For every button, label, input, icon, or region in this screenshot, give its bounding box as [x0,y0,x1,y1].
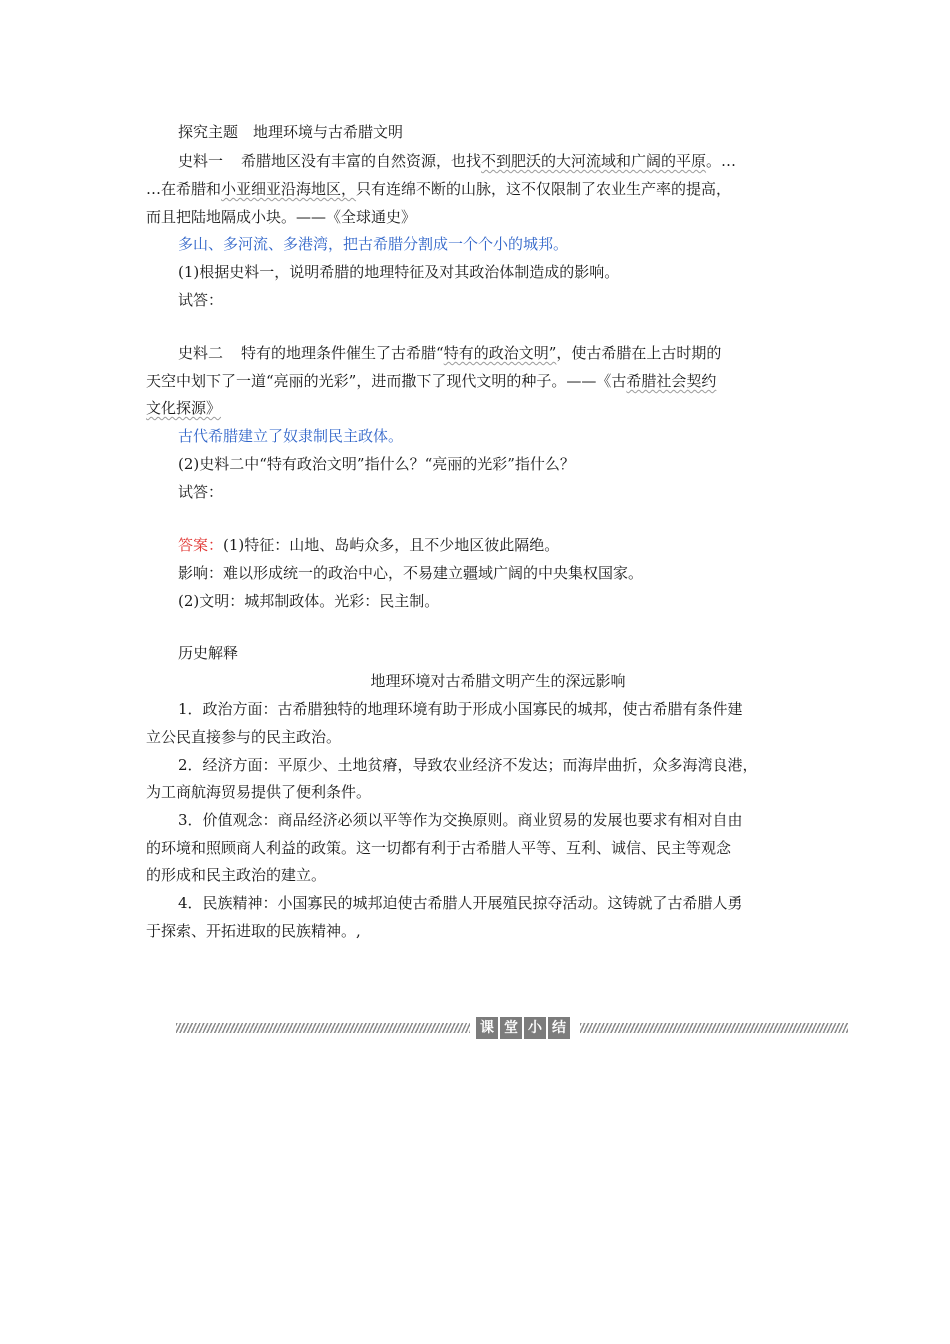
point4-line2: 于探索、开拓进取的民族精神。, [146,922,361,940]
answer-label: 答案： [178,536,224,554]
material2-line2: 天空中划下了一道“亮丽的光彩”，进而撒下了现代文明的种子。——《古希腊社会契约 [146,372,717,390]
question-1: (1)根据史料一，说明希腊的地理特征及对其政治体制造成的影响。 [178,263,620,281]
point2-line1: 2．经济方面：平原少、土地贫瘠，导致农业经济不发达；而海岸曲折，众多海湾良港， [178,756,758,774]
point3-line2: 的环境和照顾商人利益的政策。这一切都有利于古希腊人平等、互利、诚信、民主等观念 [146,839,732,857]
material2-hint: 古代希腊建立了奴隶制民主政体。 [178,427,404,445]
summary-char: 堂 [500,1017,522,1039]
material1-label: 史料一 [178,152,224,170]
material1-hint: 多山、多河流、多港湾，把古希腊分割成一个个小的城邦。 [178,235,569,253]
material2-label: 史料二 [178,344,224,362]
summary-divider [176,1017,848,1039]
material1-line1: 史料一 希腊地区没有丰富的自然资源，也找不到肥沃的大河流域和广阔的平原。… [178,152,737,170]
answer-prompt-1: 试答： [178,291,224,309]
point1-line1: 1．政治方面：古希腊独特的地理环境有助于形成小国寡民的城邦，使古希腊有条件建 [178,700,743,718]
point3-line1: 3．价值观念：商品经济必须以平等作为交换原则。商业贸易的发展也要求有相对自由 [178,811,743,829]
point3-line3: 的形成和民主政治的建立。 [146,866,327,884]
summary-char: 小 [524,1017,546,1039]
point2-line2: 为工商航海贸易提供了便利条件。 [146,783,372,801]
summary-char: 结 [548,1017,570,1039]
divider-hatch-left [176,1023,470,1033]
answer-line3: (2)文明：城邦制政体。光彩：民主制。 [178,592,440,610]
answer-line2: 影响：难以形成统一的政治中心，不易建立疆域广阔的中央集权国家。 [178,564,644,582]
answer-prompt-2: 试答： [178,483,224,501]
material1-line3: 而且把陆地隔成小块。——《全球通史》 [146,208,417,226]
point4-line1: 4．民族精神：小国寡民的城邦迫使古希腊人开展殖民掠夺活动。这铸就了古希腊人勇 [178,894,743,912]
material2-line1: 史料二 特有的地理条件催生了古希腊“特有的政治文明”，使古希腊在上古时期的 [178,344,722,362]
answer-line1: 答案：(1)特征：山地、岛屿众多，且不少地区彼此隔绝。 [178,536,560,554]
summary-char: 课 [476,1017,498,1039]
divider-hatch-right [580,1023,848,1033]
material2-line3: 文化探源》 [146,399,222,417]
explanation-heading: 历史解释 [178,644,239,662]
summary-badge [476,1017,570,1039]
point1-line2: 立公民直接参与的民主政治。 [146,728,342,746]
material1-line2: …在希腊和小亚细亚沿海地区，只有连绵不断的山脉，这不仅限制了农业生产率的提高， [146,180,732,198]
question-2: (2)史料二中“特有政治文明”指什么？“亮丽的光彩”指什么？ [178,455,575,473]
topic-heading: 探究主题 地理环境与古希腊文明 [178,123,404,141]
explanation-title: 地理环境对古希腊文明产生的深远影响 [370,672,626,690]
